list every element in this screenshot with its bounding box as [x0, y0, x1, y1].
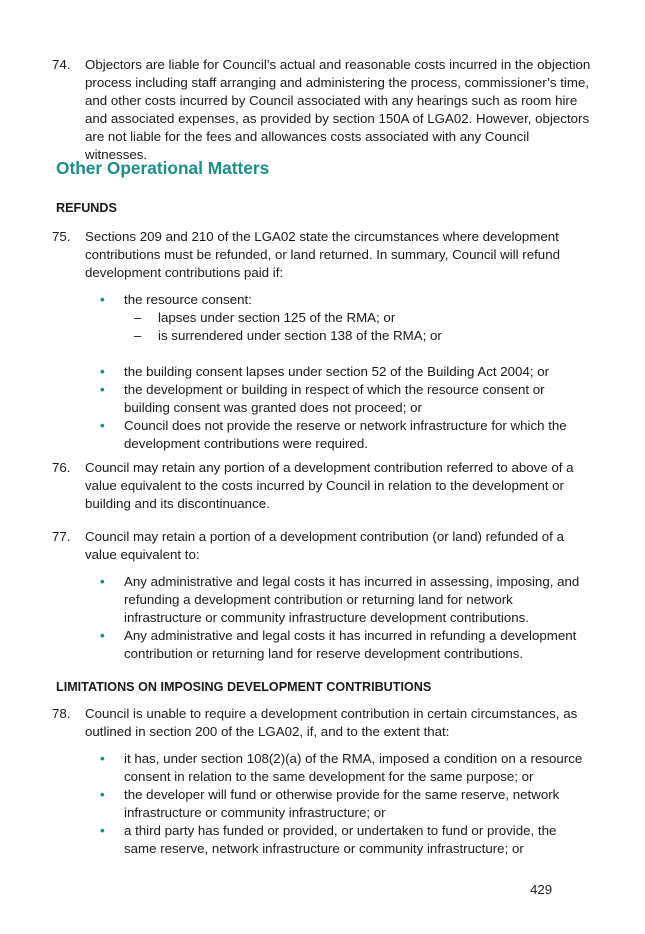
- list-item-text: the resource consent:: [124, 292, 252, 307]
- paragraph-text: Council is unable to require a development contribution in certain circumstances, as outlined in section 200 of the LGA02, if, and to the extent that:: [85, 706, 578, 739]
- sub-list: [124, 309, 592, 345]
- paragraph-text: Sections 209 and 210 of the LGA02 state the circumstances where development contributions must be refunded, or land returned. In summary, Council will refund development contributions paid if:: [85, 229, 560, 280]
- sub-list-item-text: lapses under section 125 of the RMA; or: [158, 310, 396, 325]
- paragraph-74: [52, 56, 592, 164]
- bullet-icon: •: [100, 628, 105, 643]
- bullet-icon: •: [100, 751, 105, 766]
- paragraph-76: [52, 459, 592, 513]
- paragraph-number: 77.: [52, 529, 71, 544]
- sub-list-item: [124, 309, 592, 327]
- limitations-heading: LIMITATIONS ON IMPOSING DEVELOPMENT CONTRIBUTIONS: [56, 680, 432, 694]
- bullet-icon: •: [100, 292, 105, 307]
- dash-icon: –: [134, 310, 142, 325]
- list-item-text: Any administrative and legal costs it has incurred in refunding a development contribution or returning land for reserve development contributions.: [124, 628, 577, 661]
- paragraph-number: 75.: [52, 229, 71, 244]
- list-item: [100, 381, 592, 417]
- list-item: [100, 363, 592, 381]
- paragraph-text: Council may retain a portion of a development contribution (or land) refunded of a value equivalent to:: [85, 529, 564, 562]
- list-item: [100, 786, 592, 822]
- bullet-icon: •: [100, 418, 105, 433]
- list-item: [100, 822, 592, 858]
- list-item-text: the development or building in respect of which the resource consent or building consent was granted does not proceed; or: [124, 382, 545, 415]
- bullet-icon: •: [100, 364, 105, 379]
- dash-icon: –: [134, 328, 142, 343]
- bullet-icon: •: [100, 823, 105, 838]
- refund-conditions-list: [100, 291, 592, 453]
- bullet-icon: •: [100, 382, 105, 397]
- list-item: [100, 291, 592, 345]
- list-item: [100, 417, 592, 453]
- page-number: 429: [530, 882, 553, 897]
- paragraph-number: 78.: [52, 706, 71, 721]
- paragraph-78: [52, 705, 592, 741]
- paragraph-number: 74.: [52, 57, 71, 72]
- refunds-heading: REFUNDS: [56, 201, 117, 215]
- list-item: [100, 627, 592, 663]
- list-item-text: Council does not provide the reserve or network infrastructure for which the development contributions were required.: [124, 418, 567, 451]
- list-item-text: it has, under section 108(2)(a) of the RMA, imposed a condition on a resource consent in relation to the same development for the same purpose; or: [124, 751, 583, 784]
- list-item-text: Any administrative and legal costs it has incurred in assessing, imposing, and refunding a development contribution or returning land for network infrastructure or community infrastructure development contributions.: [124, 574, 580, 625]
- paragraph-text: Council may retain any portion of a development contribution referred to above of a value equivalent to the costs incurred by Council in relation to the development or building and its discontinuance.: [85, 460, 574, 511]
- bullet-icon: •: [100, 574, 105, 589]
- sub-list-item-text: is surrendered under section 138 of the RMA; or: [158, 328, 442, 343]
- list-item: [100, 750, 592, 786]
- paragraph-75: [52, 228, 592, 282]
- limitations-list: [100, 750, 592, 858]
- list-item-text: a third party has funded or provided, or undertaken to fund or provide, the same reserve, network infrastructure or community infrastructure; or: [124, 823, 557, 856]
- retention-costs-list: [100, 573, 592, 663]
- sub-list-item: [124, 327, 592, 345]
- section-heading: Other Operational Matters: [56, 158, 270, 178]
- bullet-icon: •: [100, 787, 105, 802]
- paragraph-77: [52, 528, 592, 564]
- list-item-text: the building consent lapses under section 52 of the Building Act 2004; or: [124, 364, 550, 379]
- paragraph-number: 76.: [52, 460, 71, 475]
- list-item-text: the developer will fund or otherwise provide for the same reserve, network infrastructure or community infrastructure; or: [124, 787, 560, 820]
- paragraph-text: Objectors are liable for Council’s actual and reasonable costs incurred in the objection process including staff arranging and administering the process, commissioner’s time, and other costs incurred by Council associated with any hearings such as room hire and associated expenses, as provided by section 150A of LGA02. However, objectors are not liable for the fees and allowances costs associated with any Council witnesses.: [85, 57, 591, 162]
- list-item: [100, 573, 592, 627]
